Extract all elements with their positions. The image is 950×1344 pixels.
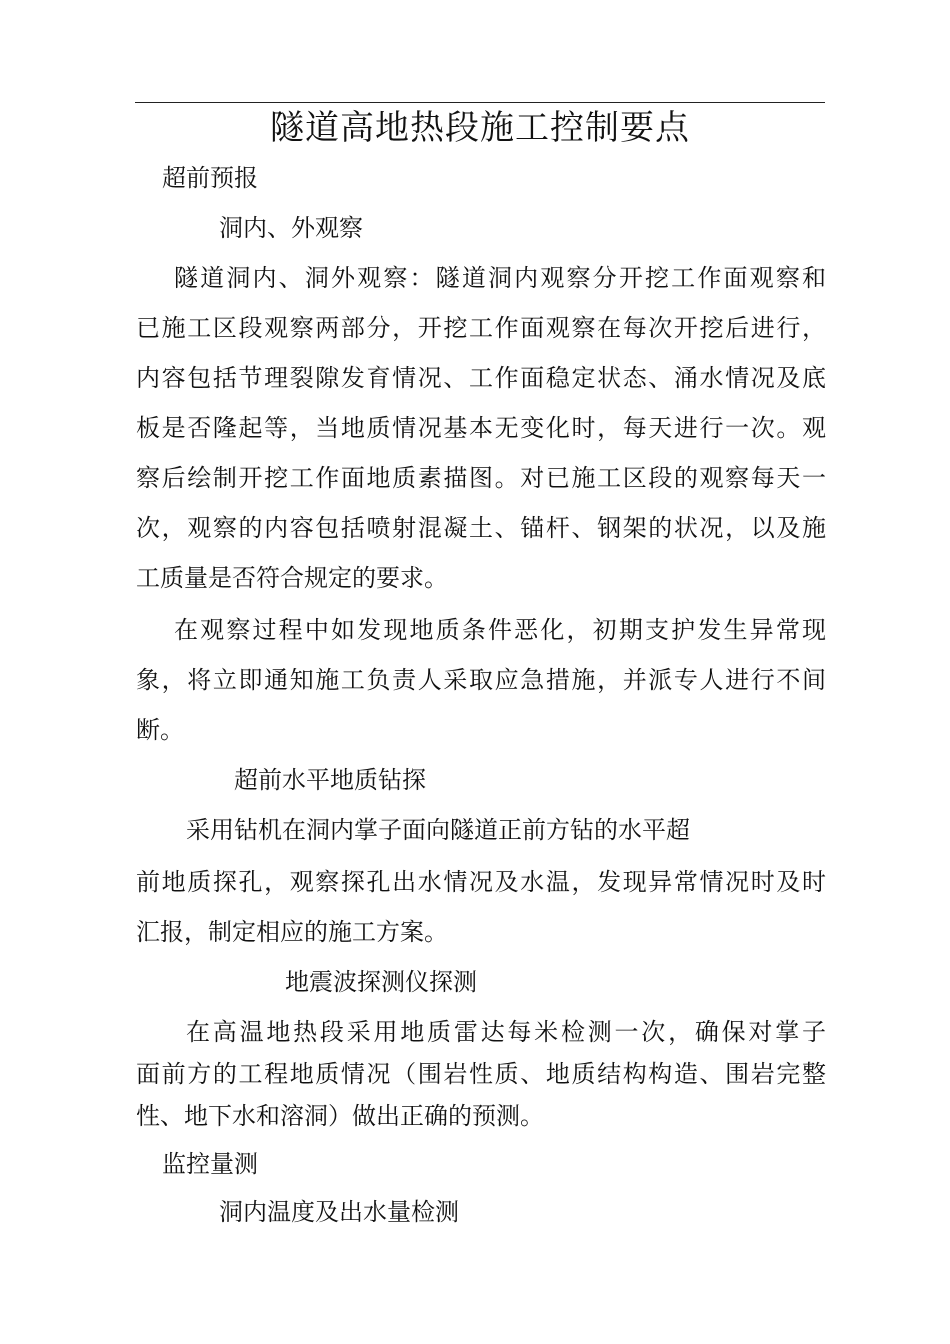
- paragraph-line: 象，将立即通知施工负责人采取应急措施，并派专人进行不间: [136, 666, 826, 694]
- paragraph-line: 隧道洞内、洞外观察：隧道洞内观察分开挖工作面观察和: [174, 264, 826, 292]
- section-heading-advance-forecast: 超前预报: [162, 164, 258, 192]
- paragraph-line: 次，观察的内容包括喷射混凝土、锚杆、钢架的状况，以及施: [136, 514, 826, 542]
- section-heading-monitoring: 监控量测: [162, 1150, 258, 1178]
- paragraph-line: 断。: [136, 716, 184, 744]
- subsection-heading-temperature: 洞内温度及出水量检测: [219, 1198, 459, 1226]
- header-rule: [135, 102, 825, 103]
- document-title: 隧道高地热段施工控制要点: [270, 108, 690, 148]
- paragraph-line: 察后绘制开挖工作面地质素描图。对已施工区段的观察每天一: [136, 464, 826, 492]
- paragraph-line: 面前方的工程地质情况（围岩性质、地质结构构造、围岩完整: [136, 1060, 826, 1088]
- paragraph-line: 前地质探孔，观察探孔出水情况及水温，发现异常情况时及时: [136, 868, 826, 896]
- paragraph-line: 汇报，制定相应的施工方案。: [136, 918, 448, 946]
- paragraph-line: 工质量是否符合规定的要求。: [136, 564, 448, 592]
- paragraph-line: 在观察过程中如发现地质条件恶化，初期支护发生异常现: [174, 616, 826, 644]
- paragraph-line: 板是否隆起等，当地质情况基本无变化时，每天进行一次。观: [136, 414, 826, 442]
- paragraph-line: 在高温地热段采用地质雷达每米检测一次，确保对掌子: [186, 1018, 826, 1046]
- paragraph-line: 性、地下水和溶洞）做出正确的预测。: [136, 1102, 544, 1130]
- paragraph-line: 内容包括节理裂隙发育情况、工作面稳定状态、涌水情况及底: [136, 364, 826, 392]
- subsection-heading-seismic: 地震波探测仪探测: [285, 968, 477, 996]
- subsection-heading-observation: 洞内、外观察: [219, 214, 363, 242]
- paragraph-line: 已施工区段观察两部分，开挖工作面观察在每次开挖后进行，: [136, 314, 826, 342]
- paragraph-line: 采用钻机在洞内掌子面向隧道正前方钻的水平超: [186, 816, 690, 844]
- subsection-heading-drilling: 超前水平地质钻探: [234, 766, 426, 794]
